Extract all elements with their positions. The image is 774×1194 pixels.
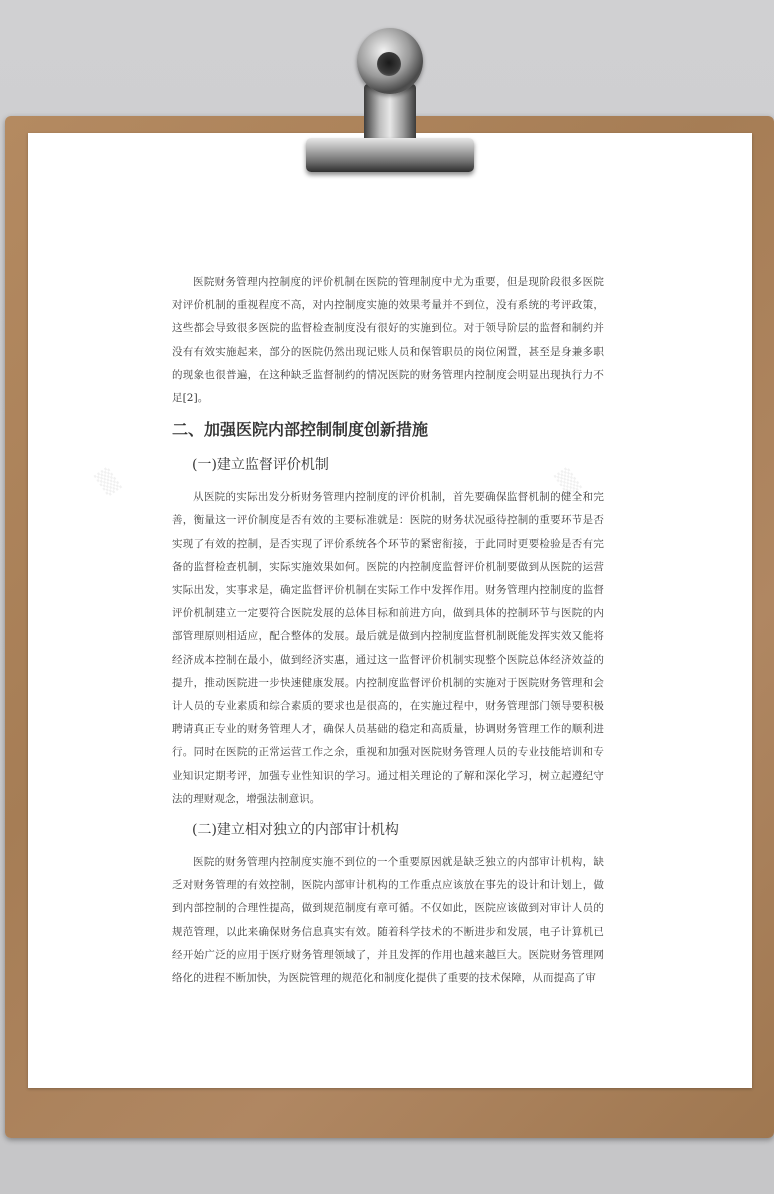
paragraph-intro: 医院财务管理内控制度的评价机制在医院的管理制度中尤为重要，但是现阶段很多医院对评价机制的重视程度不高，对内控制度实施的效果考量并不到位，没有系统的考评政策，这些都会导致很多医院的监督检查制度没有很好的实施到位。对于领导阶层的监督和制约并没有有效实施起来，部分的医院仍然出现记账人员和保管职员的岗位闲置，甚至是身兼多职的现象也很普遍，在这种缺乏监督制约的情况医院的财务管理内控制度会明显出现执行力不足[2]。	[172, 276, 604, 405]
binder-clip-icon	[306, 138, 474, 172]
subsection-body-1: 从医院的实际出发分析财务管理内控制度的评价机制，首先要确保监督机制的健全和完善，衡量这一评价制度是否有效的主要标准就是：医院的财务状况亟待控制的重要环节是否实现了有效的控制，是否实现了评价系统各个环节的紧密衔接，于此同时更要检验是否有完备的监督检查机制，实际实施效果如何。医院的内控制度监督评价机制要做到从医院的运营实际出发，实事求是，确定监督评价机制在实际工作中发挥作用。财务管理内控制度的监督评价机制建立一定要符合医院发展的总体目标和前进方向，做到具体的控制环节与医院的内部管理原则相适应，配合整体的发展。最后就是做到内控制度监督机制既能发挥实效又能将经济成本控制在最小，做到经济实惠，通过这一监督评价机制实现整个医院总体经济效益的提升，推动医院进一步快速健康发展。内控制度监督评价机制的实施对于医院财务管理和会计人员的专业素质和综合素质的要求也是很高的，在实施过程中，财务管理部门领导要积极聘请真正专业的财务管理人才，确保人员基础的稳定和高质量，协调财务管理工作的顺利进行。同时在医院的正常运营工作之余，重视和加强对医院财务管理人员的专业技能培训和专业知识定期考评，加强专业性知识的学习。通过相关理论的了解和深化学习，树立起遵纪守法的理财观念，增强法制意识。	[172, 491, 604, 805]
document-body	[172, 271, 604, 990]
subsection-heading-1: (一)建立监督评价机制	[192, 457, 329, 474]
section-heading: 二、加强医院内部控制制度创新措施	[172, 420, 429, 440]
clip-ring-hole	[377, 52, 401, 76]
subsection-heading-2: (二)建立相对独立的内部审计机构	[192, 822, 399, 839]
subsection-body-2: 医院的财务管理内控制度实施不到位的一个重要原因就是缺乏独立的内部审计机构，缺乏对财务管理的有效控制，医院内部审计机构的工作重点应该放在事先的设计和计划上，做到内部控制的合理性提高，做到规范制度有章可循。不仅如此，医院应该做到对审计人员的规范管理，以此来确保财务信息真实有效。随着科学技术的不断进步和发展，电子计算机已经开始广泛的应用于医疗财务管理领域了，并且发挥的作用也越来越巨大。医院财务管理网络化的进程不断加快，为医院管理的规范化和制度化提供了重要的技术保障，从而提高了审	[172, 856, 604, 985]
